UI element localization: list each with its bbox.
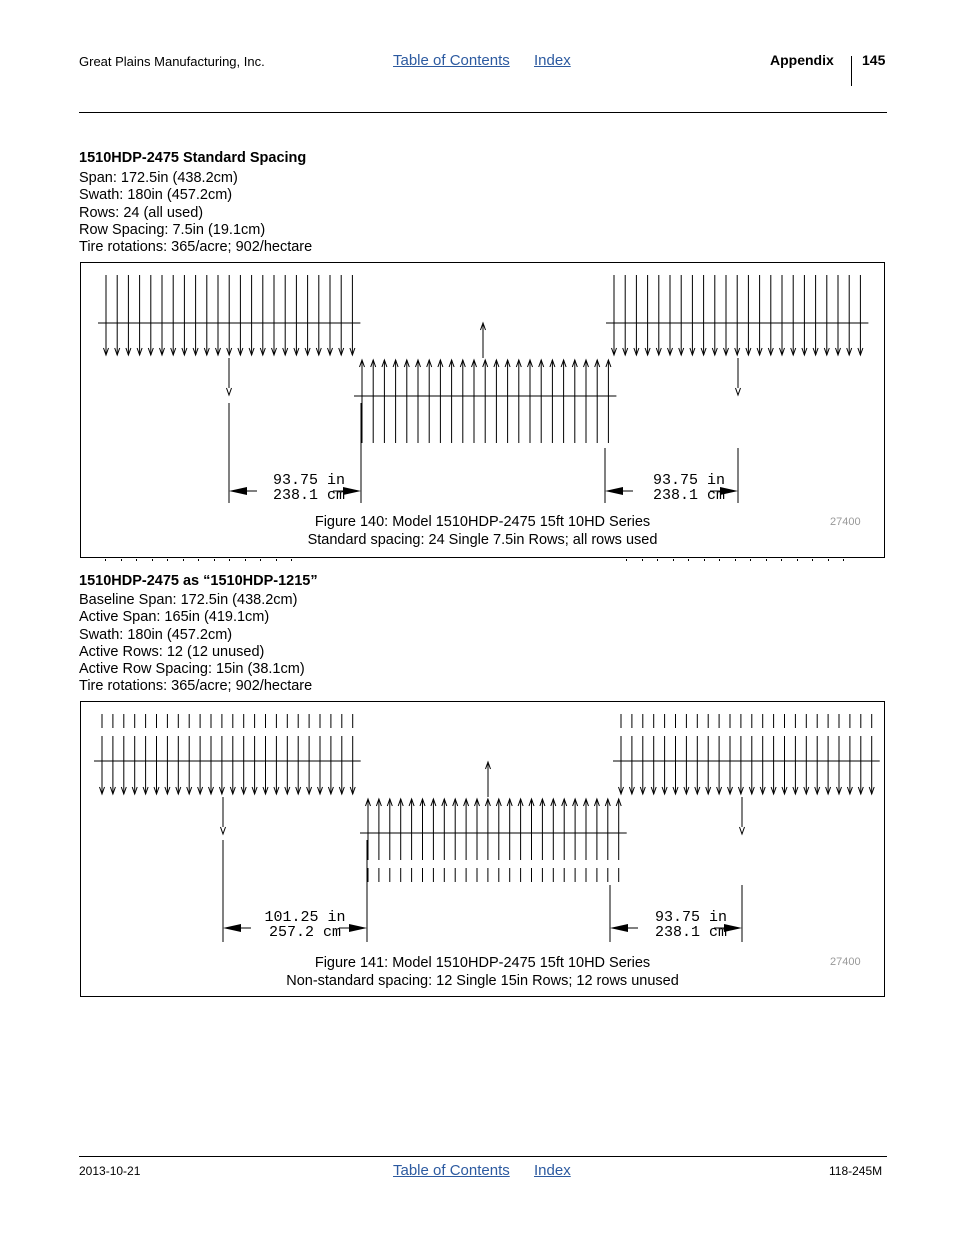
dot: [105, 559, 106, 561]
dot: [719, 559, 720, 561]
figure-141: [80, 701, 885, 997]
right-tire-arrowhead: [736, 388, 741, 395]
dim-inches: 93.75 in: [272, 472, 345, 489]
dot: [843, 559, 844, 561]
spec-line: Active Span: 165in (419.1cm): [79, 609, 270, 626]
row-spacing-diagram: [81, 263, 884, 557]
dot: [812, 559, 813, 561]
dot: [183, 559, 184, 561]
spec-line: Span: 172.5in (438.2cm): [79, 170, 238, 186]
footer-date: 2013-10-21: [79, 1164, 141, 1178]
dot: [673, 559, 674, 561]
header-divider: [851, 56, 852, 86]
spec-line: Row Spacing: 7.5in (19.1cm): [79, 221, 266, 238]
dot: [781, 559, 782, 561]
dot: [735, 559, 736, 561]
spec-line: Active Rows: 12 (12 unused): [79, 643, 265, 660]
dot: [198, 559, 199, 561]
dot: [152, 559, 153, 561]
toc-link-bottom[interactable]: Table of Contents: [393, 1162, 510, 1179]
section-name: Appendix: [770, 52, 834, 68]
dot: [626, 559, 627, 561]
spec-line: Active Row Spacing: 15in (38.1cm): [79, 661, 305, 678]
dot: [657, 559, 658, 561]
figure-number: 27400: [830, 956, 861, 968]
figure-140: [80, 262, 885, 558]
caption-line: Figure 140: Model 1510HDP-2475 15ft 10HD Series: [314, 514, 651, 530]
index-link-top[interactable]: Index: [534, 52, 571, 69]
right-tire-arrowhead: [740, 827, 745, 834]
row-spacing-diagram: [81, 702, 884, 996]
header-rule: [79, 112, 887, 113]
footer-doc-number: 118-245M: [829, 1164, 883, 1178]
left-dimension-label: [253, 473, 365, 503]
dot: [260, 559, 261, 561]
spec-line: Tire rotations: 365/acre; 902/hectare: [79, 678, 313, 695]
caption-line: Figure 141: Model 1510HDP-2475 15ft 10HD Series: [314, 955, 651, 971]
dim-cm: 238.1 cm: [654, 924, 727, 941]
right-dimension-label: [633, 473, 745, 503]
dim-cm: 238.1 cm: [272, 487, 345, 504]
figure-caption: [81, 514, 884, 549]
page-number: 145: [862, 52, 886, 68]
spec-line: Tire rotations: 365/acre; 902/hectare: [79, 239, 313, 256]
left-dim-arrow: [223, 924, 241, 932]
right-dim-arrow: [605, 487, 623, 495]
left-dim-arrow: [229, 487, 247, 495]
right-dim-arrow: [610, 924, 628, 932]
caption-line: Standard spacing: 24 Single 7.5in Rows; all rows used: [307, 531, 658, 548]
figure-number: 27400: [830, 516, 861, 528]
section2-specs: [79, 592, 312, 696]
spec-line: Swath: 180in (457.2cm): [79, 626, 233, 643]
company-name: Great Plains Manufacturing, Inc.: [79, 54, 265, 69]
section2-title: 1510HDP-2475 as “1510HDP-1215”: [79, 573, 318, 589]
right-dimension-label: [635, 910, 747, 940]
dim-cm: 257.2 cm: [268, 924, 341, 941]
dot: [121, 559, 122, 561]
left-dimension-label: [241, 910, 369, 940]
dot: [229, 559, 230, 561]
footer-rule: [79, 1156, 887, 1157]
index-link-bottom[interactable]: Index: [534, 1162, 571, 1179]
dot: [797, 559, 798, 561]
dot: [245, 559, 246, 561]
dot: [688, 559, 689, 561]
dot: [291, 559, 292, 561]
dot: [828, 559, 829, 561]
toc-link-top[interactable]: Table of Contents: [393, 52, 510, 69]
dot: [704, 559, 705, 561]
dot: [136, 559, 137, 561]
dim-cm: 238.1 cm: [652, 487, 725, 504]
left-tire-arrowhead: [221, 827, 226, 834]
dim-inches: 101.25 in: [264, 909, 346, 926]
dim-inches: 93.75 in: [654, 909, 727, 926]
dot: [766, 559, 767, 561]
dot: [750, 559, 751, 561]
caption-line: Non-standard spacing: 12 Single 15in Rows; 12 rows unused: [286, 972, 679, 989]
dot: [642, 559, 643, 561]
section1-title: 1510HDP-2475 Standard Spacing: [79, 150, 307, 166]
left-tire-arrowhead: [227, 388, 232, 395]
spec-line: Baseline Span: 172.5in (438.2cm): [79, 592, 298, 608]
dot: [276, 559, 277, 561]
dot-divider: [105, 559, 307, 561]
spec-line: Swath: 180in (457.2cm): [79, 187, 233, 204]
spec-line: Rows: 24 (all used): [79, 204, 204, 221]
figure-caption: [81, 955, 884, 990]
dim-inches: 93.75 in: [652, 472, 725, 489]
section1-specs: [79, 170, 312, 256]
dot: [214, 559, 215, 561]
dot: [167, 559, 168, 561]
dot-divider: [626, 559, 859, 561]
